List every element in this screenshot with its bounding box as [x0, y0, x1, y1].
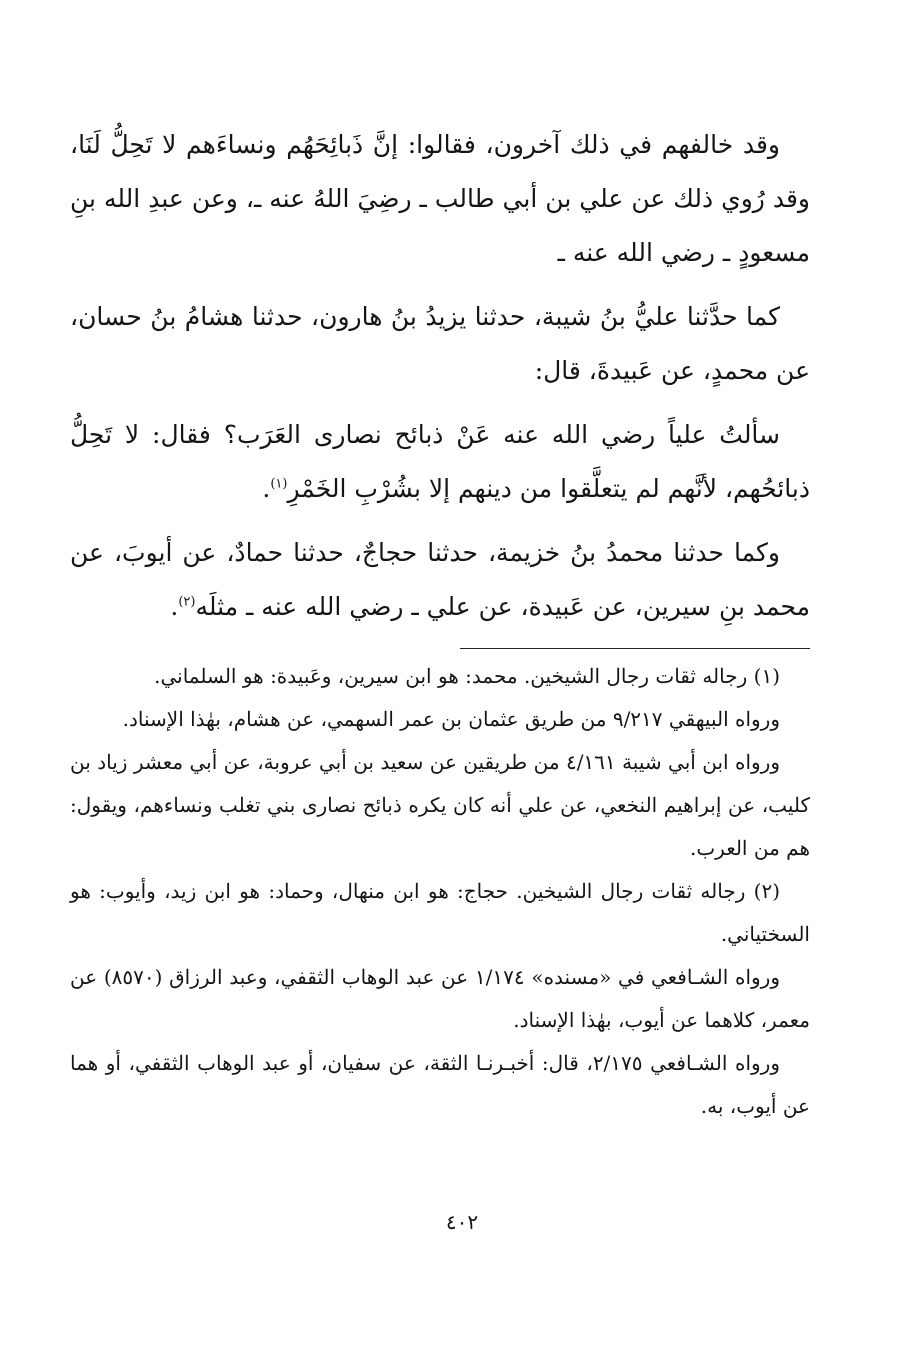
footnote-ref-1[interactable]: (١)	[270, 476, 288, 492]
footnote-2-main: (٢) رجاله ثقات رجال الشيخين. حجاج: هو ابن منهال، وحماد: هو ابن زيد، وأيوب: هو السختياني.	[70, 879, 810, 946]
paragraph-3	[70, 408, 810, 516]
paragraph-2: كما حدَّثنا عليُّ بنُ شيبة، حدثنا يزيدُ بنُ هارون، حدثنا هشامُ بنُ حسان، عن محمدٍ، عن عَبيدةَ، قال:	[70, 302, 810, 385]
page-number: ٤٠٢	[445, 1210, 479, 1234]
paragraph-4-end: .	[170, 592, 179, 621]
footnote-1-main: (١) رجاله ثقات رجال الشيخين. محمد: هو ابن سيرين، وعَبيدة: هو السلماني.	[154, 664, 780, 688]
main-text	[70, 118, 810, 634]
footnote-1-bayhaqi: ورواه البيهقي ٩/٢١٧ من طريق عثمان بن عمر السهمي، عن هشام، بهٰذا الإسناد.	[122, 707, 780, 731]
footnote-1-ibn-abi-shayba: ورواه ابن أبي شيبة ٤/١٦١ من طريقين عن سعيد بن أبي عروبة، عن أبي معشر زياد بن كليب، عن إبراهيم النخعي، عن علي أنه كان يكره ذبائح نصارى بني تغلب ونساءهم، ويقول: هم من العرب.	[70, 750, 810, 860]
footnotes	[70, 655, 810, 1128]
page-content	[70, 118, 810, 1128]
footnote-ref-2[interactable]: (٢)	[178, 594, 196, 610]
paragraph-4	[70, 526, 810, 634]
paragraph-1: وقد خالفهم في ذلك آخرون، فقالوا: إنَّ ذَبائِحَهُم ونساءَهم لا تَحِلُّ لَنَا، وقد رُوي ذلك عن علي بن أبي طالب ـ رضِيَ اللهُ عنه ـ، وعن عبدِ الله بنِ مسعودٍ ـ رضي الله عنه ـ	[70, 130, 810, 267]
paragraph-3-text: سألتُ علياً رضي الله عنه عَنْ ذبائح نصارى العَرَب؟ فقال: لا تَحِلُّ ذبائحُهم، لأنَّهم لم يتعلَّقوا من دينهم إلا بشُرْبِ الخَمْرِ	[70, 420, 810, 503]
footnote-2-shafii-1: ورواه الشـافعي في «مسنده» ١/١٧٤ عن عبد الوهاب الثقفي، وعبد الرزاق (٨٥٧٠) عن معمر، كلاهما عن أيوب، بهٰذا الإسناد.	[70, 965, 810, 1032]
footnote-2-shafii-2: ورواه الشـافعي ٢/١٧٥، قال: أخبـرنـا الثقة، عن سفيان، أو عبد الوهاب الثقفي، أو هما عن أيوب، به.	[70, 1051, 810, 1118]
footnote-divider	[460, 648, 810, 649]
paragraph-4-text: وكما حدثنا محمدُ بنُ خزيمة، حدثنا حجاجٌ، حدثنا حمادٌ، عن أيوبَ، عن محمد بنِ سيرين، عن عَبيدة، عن علي ـ رضي الله عنه ـ مثلَه	[70, 538, 810, 621]
paragraph-3-end: .	[262, 474, 271, 503]
